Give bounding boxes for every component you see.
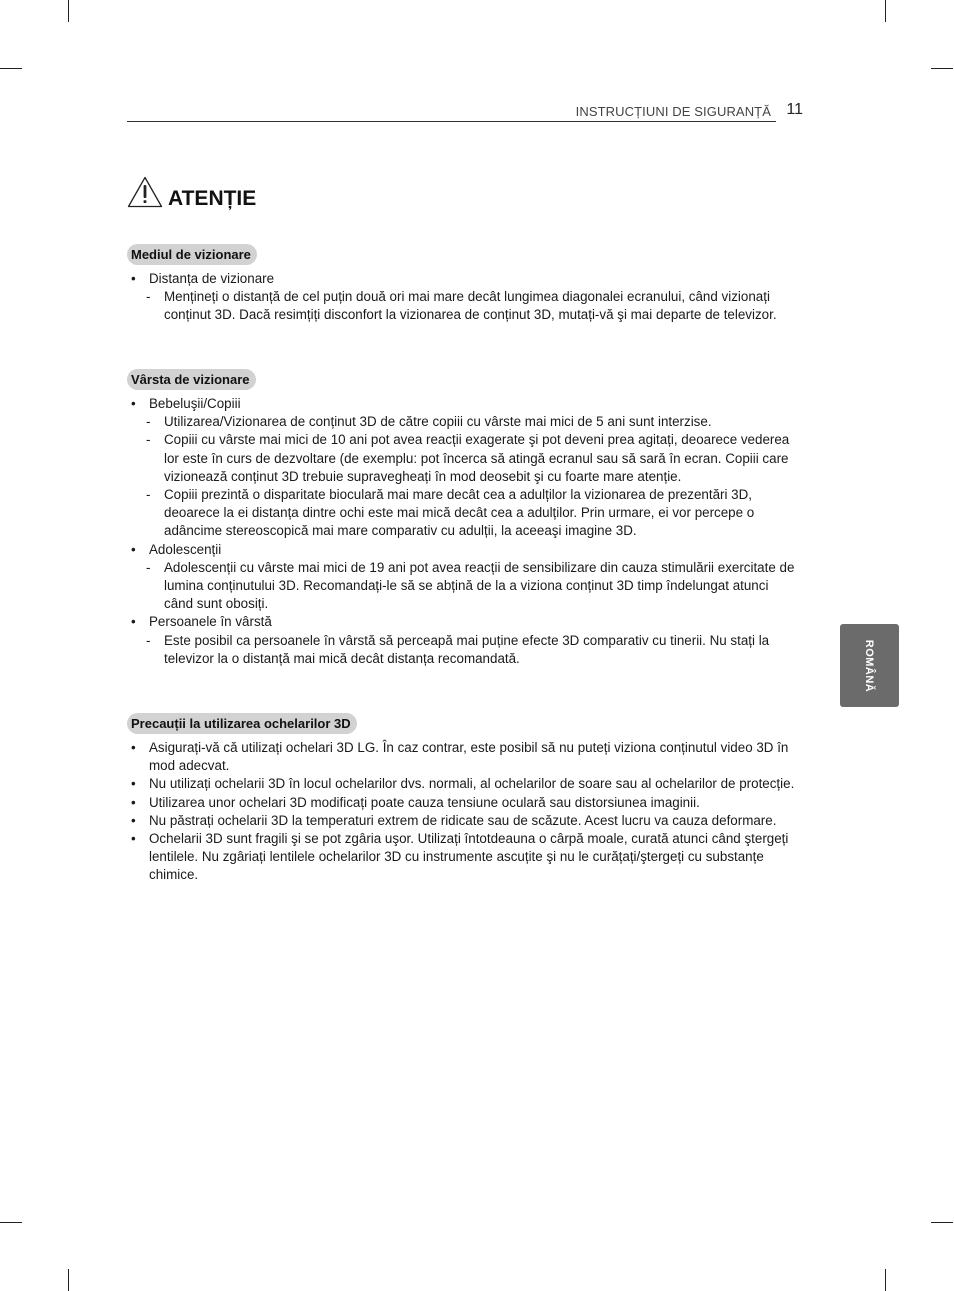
crop-mark (885, 1269, 886, 1291)
sub-list-item: - Adolescenții cu vârste mai mici de 19 ani pot avea reacții de sensibilizare din cauza stimulării exercitate de lumina conținutului 3D. Recomandați-le să se abțină de la a viziona conținut 3D timp îndelungat atunci când sunt obosiți. (127, 559, 797, 614)
crop-mark (885, 0, 886, 22)
sub-list (149, 288, 797, 324)
sub-list (149, 559, 797, 614)
sub-list-item: - Copiii prezintă o disparitate bioculară mai mare decât cea a adulților la vizionarea de prezentări 3D, deoarece la ei distanța dintre ochi este mai mică decât cea a adulților. Prin urmare, ei vor percepe o adâncime stereoscopică mai mare comparativ cu adulții, la aceeaşi imagine 3D. (127, 486, 797, 541)
crop-mark (0, 1222, 22, 1223)
list-item-text: Adolescenții (149, 541, 222, 557)
section-heading: Mediul de vizionare (127, 244, 257, 265)
list-item: • Asigurați-vă că utilizați ochelari 3D LG. În caz contrar, este posibil să nu puteți viziona conținutul video 3D în mod adecvat. (127, 739, 797, 775)
list-item-text: Bebeluşii/Copiii (149, 396, 241, 411)
section-heading: Vârsta de vizionare (127, 369, 256, 390)
list-item-text: Distanța de vizionare (149, 271, 275, 286)
section-viewing-environment (127, 244, 797, 325)
list-item: • Nu păstrați ochelarii 3D la temperaturi extrem de ridicate sau de scăzute. Acest lucru va cauza deformare. (127, 812, 797, 830)
list-item (127, 395, 797, 541)
list-item (127, 613, 797, 668)
caution-title: ATENȚIE (168, 187, 257, 210)
page-header (127, 100, 803, 122)
section-3d-glasses-precautions (127, 713, 797, 885)
section-heading: Precauții la utilizarea ochelarilor 3D (127, 713, 357, 734)
list-item (127, 541, 797, 614)
sub-list-item: - Copiii cu vârste mai mici de 10 ani pot avea reacții exagerate şi pot deveni prea agitați, deoarece vederea lor este în curs de dezvoltare (de exemplu: pot încerca să atingă ecranul sau să sară în ecran. Copiii care vizionează conținut 3D trebuie supravegheați în mod deosebit şi cu foarte mare atenție. (127, 431, 797, 486)
list-item: • Ochelarii 3D sunt fragili şi se pot zgâria uşor. Utilizați întotdeauna o cârpă moale, curată atunci când ştergeți lentilele. Nu zgâriați lentilele ochelarilor 3D cu instrumente ascuțite şi nu le curățați/ştergeți cu substanțe chimice. (127, 830, 797, 885)
sub-list (149, 632, 797, 668)
page-number: 11 (786, 101, 803, 118)
sub-list (149, 413, 797, 540)
crop-mark (931, 1222, 953, 1223)
header-section-title: INSTRUCȚIUNI DE SIGURANȚĂ (575, 104, 771, 119)
section-viewing-age (127, 369, 797, 668)
list-item (127, 270, 797, 325)
header-rule (127, 121, 776, 122)
crop-mark (0, 68, 22, 69)
bullet-list (127, 395, 797, 668)
list-item: • Nu utilizați ochelarii 3D în locul ochelarilor dvs. normali, al ochelarilor de soare sau al ochelarilor de protecție. (127, 775, 797, 793)
sub-list-item: - Mențineți o distanță de cel puțin două ori mai mare decât lungimea diagonalei ecranului, când vizionați conținut 3D. Dacă resimțiți disconfort la vizionarea de conținut 3D, mutați-vă şi mai departe de televizor. (127, 288, 797, 324)
crop-mark (931, 68, 953, 69)
bullet-list (127, 739, 797, 885)
sub-list-item: - Utilizarea/Vizionarea de conținut 3D de către copiii cu vârste mai mici de 5 ani sunt interzise. (127, 413, 797, 431)
sub-list-item: - Este posibil ca persoanele în vârstă să perceapă mai puține efecte 3D comparativ cu tinerii. Nu stați la televizor la o distanță mai mică decât distanța recomandată. (127, 632, 797, 668)
bullet-list (127, 270, 797, 325)
crop-mark (68, 0, 69, 22)
list-item: • Utilizarea unor ochelari 3D modificați poate cauza tensiune oculară sau distorsiunea imaginii. (127, 794, 797, 812)
crop-mark (68, 1269, 69, 1291)
language-label: ROMÂNĂ (863, 639, 875, 693)
warning-triangle-icon (127, 176, 163, 208)
list-item-text: Persoanele în vârstă (149, 614, 272, 630)
language-side-tab (840, 624, 899, 707)
